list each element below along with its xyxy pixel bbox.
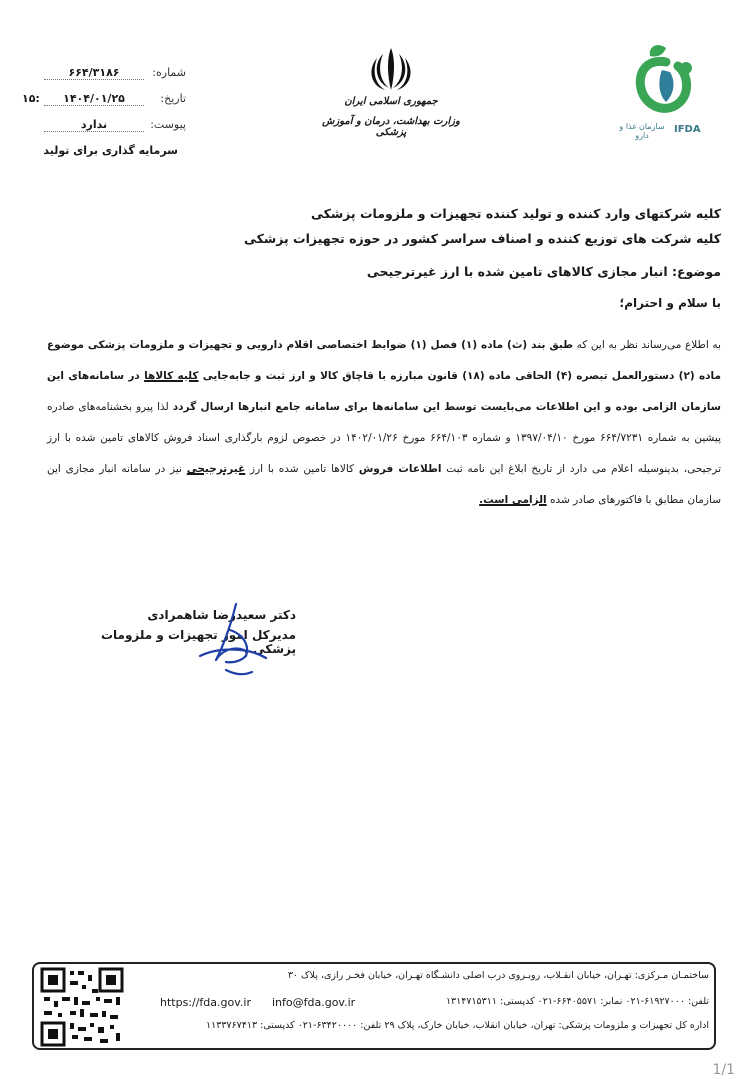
recipient-line-1: کلیه شرکتهای وارد کننده و تولید کننده تجهیزات و ملزومات پزشکی	[310, 206, 721, 221]
signatory-name: دکتر سعیدرضا شاهمرادی	[147, 608, 296, 622]
letter-date-row	[36, 92, 186, 110]
attachment-row	[36, 118, 186, 136]
body-mandatory: الزامی است.	[479, 494, 547, 506]
ifda-text: IFDA	[674, 124, 701, 135]
footer-central-phones: تلفن: ۶۱۹۲۷۰۰۰-۰۲۱ نمابر: ۶۶۴۰۵۵۷۱-۰۲۱ کدپستی: ۱۳۱۴۷۱۵۳۱۱	[445, 996, 709, 1007]
signatory-title: مدیرکل امور تجهیزات و ملزومات پزشکی	[100, 628, 296, 656]
footer-email-link[interactable]: info@fda.gov.ir	[272, 996, 356, 1009]
gov-line-1: جمهوری اسلامی ایران	[344, 96, 438, 107]
body-directive: لذا پیرو بخشنامه‌های صادره پیشین به شماره ۶۶۴/۷۲۳۱ مورخ ۱۳۹۷/۰۴/۱۰ و شماره ۶۶۴/۱۰۳ مورخ ۱۴۰۲/۰۱/۲۶ در خصوص لزوم بارگذاری اسناد فروش کالاهای تامین شده با ارز ترجیحی، بدینوسیله اعلام می دارد از تاریخ ابلاغ این نامه ثبت	[47, 401, 722, 475]
greeting: با سلام و احترام؛	[619, 296, 721, 310]
body-non-preferential: غیرترجیحی	[186, 463, 246, 475]
footer-dept-address: اداره کل تجهیزات و ملزومات پزشکی: تهران، خیابان انقلاب، خیابان خارک، پلاک ۲۹ تلفن: ۶۳۴۲۰۰۰۰-۰۲۱ کدپستی: ۱۱۳۳۷۶۷۴۱۳	[206, 1020, 709, 1031]
attachment-label: پیوست:	[150, 118, 186, 131]
letter-number-value: ۶۶۴/۳۱۸۶	[44, 66, 144, 80]
body-all-goods: کلیه کالاها	[144, 370, 199, 382]
ifda-caption: سازمان غذا و دارو	[619, 122, 665, 140]
body-legal-ref: طبق بند (ث) ماده (۱) فصل (۱) ضوابط اختصاصی اقلام دارویی و تجهیزات و ملزومات پزشکی موضوع ماده (۲) دستورالعمل تبصره (۴) الحاقی ماده (۱۸) قانون مبارزه با قاچاق کالا و ارز ثبت و جابه‌جایی	[47, 339, 721, 382]
gov-line-2: وزارت بهداشت، درمان و آموزش پزشکی	[322, 116, 460, 138]
footer-central-address: ساختمـان مـرکزی: تهـران، خیابان انقـلاب، روبـروی درب اصلی دانشـگاه تهـران، خیابان فخـر رازی، پلاک ۳۰	[287, 970, 709, 981]
iran-emblem-icon	[367, 44, 415, 94]
recipient-line-2: کلیه شرکت های توزیع کننده و اصناف سراسر کشور در حوزه تجهیزات پزشکی	[244, 231, 721, 246]
body-intro: به اطلاع می‌رساند نظر به این که	[573, 339, 721, 351]
handwritten-signature-icon	[186, 600, 276, 690]
attachment-value: ندارد	[44, 118, 144, 132]
ifda-logo-icon	[618, 40, 713, 130]
body-goods-currency: کالاها تامین شده با ارز	[245, 463, 359, 475]
body-requirement: در سامانه‌های این سازمان الزامی بوده و این اطلاعات می‌بایست توسط این سامانه‌ها برای سامانه جامع انبارها ارسال گردد	[47, 370, 721, 413]
letter-number-row	[36, 66, 186, 84]
time-stamp: ۱۵:	[22, 92, 40, 105]
letter-date-value: ۱۴۰۴/۰۱/۲۵	[44, 92, 144, 106]
footer-website-link[interactable]: https://fda.gov.ir	[160, 996, 251, 1009]
page-indicator: 1/1	[712, 1062, 735, 1078]
qr-code-icon	[40, 967, 124, 1047]
investment-slogan: سرمایه گذاری برای تولید	[43, 144, 178, 157]
letter-date-label: تاریخ:	[160, 92, 186, 105]
subject-line: موضوع: انبار مجازی کالاهای تامین شده با ارز غیرترجیحی	[366, 264, 721, 279]
letter-body	[47, 330, 721, 516]
body-sales-info: اطلاعات فروش	[358, 463, 442, 475]
body-virtual-warehouse: نیز در سامانه انبار مجازی این سازمان مطابق با فاکتورهای صادر شده	[47, 463, 721, 506]
letter-number-label: شماره:	[152, 66, 186, 79]
